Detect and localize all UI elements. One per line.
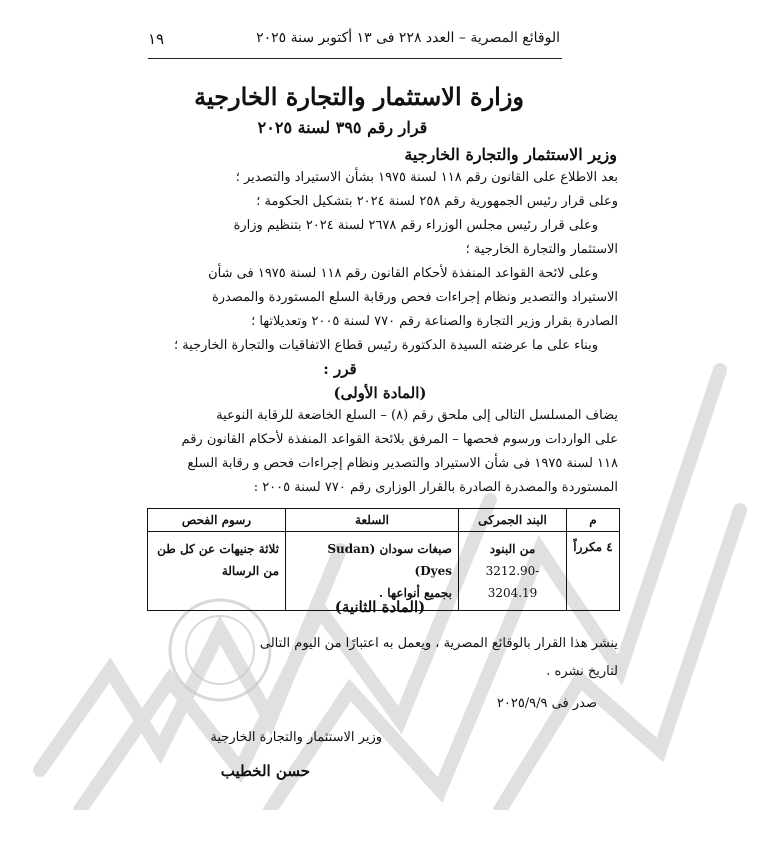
customs-item-range: 3212.90-3204.19 [485, 564, 540, 600]
running-header-title: الوقائع المصرية – العدد ٢٢٨ فى ١٣ أكتوبر سنة ٢٠٢٥ [256, 30, 560, 46]
issued-prefix: صدر فى [551, 696, 597, 711]
header-divider [148, 58, 562, 59]
article-1-title: (المادة الأولى) [333, 384, 427, 402]
fee-line: من الرسالة [221, 564, 279, 578]
ministry-title: وزارة الاستثمار والتجارة الخارجية [194, 82, 524, 111]
preamble-line: وبناء على ما عرضته السيدة الدكتورة رئيس قطاع الاتفاقيات والتجارة الخارجية ؛ [173, 338, 598, 353]
table-header-cell: رسوم الفحص [148, 509, 286, 532]
article-1-line: المستوردة والمصدرة الصادرة بالقرار الوزارى رقم ٧٧٠ لسنة ٢٠٠٥ : [253, 480, 618, 495]
tariff-table [147, 508, 620, 611]
serial-value: ٤ مكرراً [573, 540, 613, 554]
preamble-line: الاستثمار والتجارة الخارجية ؛ [465, 242, 618, 257]
goods-line: بجميع أنواعها . [378, 586, 452, 600]
preamble-line: بعد الاطلاع على القانون رقم ١١٨ لسنة ١٩٧٥ بشأن الاستيراد والتصدير ؛ [235, 170, 618, 185]
article-2-line: لتاريخ نشره . [546, 664, 618, 679]
page-number: ١٩ [148, 30, 165, 48]
signatory-name: حسن الخطيب [220, 762, 310, 780]
fee-cell [148, 532, 286, 611]
preamble-line: وعلى لائحة القواعد المنفذة لأحكام القانون رقم ١١٨ لسنة ١٩٧٥ فى شأن [208, 266, 598, 281]
table-header-cell: البند الجمركى [459, 509, 567, 532]
issued-line [420, 696, 597, 711]
table-header-row [148, 509, 620, 532]
table-header-cell: السلعة [286, 509, 459, 532]
fee-line: ثلاثة جنيهات عن كل طن [157, 542, 279, 556]
customs-item-cell [459, 532, 567, 611]
decree-title: قرار رقم ٣٩٥ لسنة ٢٠٢٥ [257, 118, 428, 137]
preamble-line: وعلى قرار رئيس مجلس الوزراء رقم ٢٦٧٨ لسنة ٢٠٢٤ بتنظيم وزارة [233, 218, 598, 233]
serial-cell [567, 532, 620, 611]
article-2-title: (المادة الثانية) [334, 598, 426, 616]
decided-heading: قرر : [323, 360, 357, 378]
issued-date: ٢٠٢٥/٩/٩ [496, 696, 548, 711]
table-header-cell: م [567, 509, 620, 532]
preamble-line: وعلى قرار رئيس الجمهورية رقم ٢٥٨ لسنة ٢٠٢٤ بتشكيل الحكومة ؛ [256, 194, 618, 209]
preamble-line: الاستيراد والتصدير ونظام إجراءات فحص ورقابة السلع المستوردة والمصدرة [211, 290, 618, 305]
article-2-line: ينشر هذا القرار بالوقائع المصرية ، ويعمل به اعتبارًا من اليوم التالى [259, 636, 618, 651]
goods-line: صبغات سودان (Sudan Dyes) [327, 542, 452, 578]
preamble-line: الصادرة بقرار وزير التجارة والصناعة رقم ٧٧٠ لسنة ٢٠٠٥ وتعديلاتها ؛ [251, 314, 618, 329]
minister-heading: وزير الاستثمار والتجارة الخارجية [404, 145, 617, 164]
article-1-line: ١١٨ لسنة ١٩٧٥ فى شأن الاستيراد والتصدير ونظام إجراءات فحص و رقابة السلع [187, 456, 618, 471]
customs-item-label: من البنود [489, 542, 536, 556]
signatory-title: وزير الاستثمار والتجارة الخارجية [210, 730, 382, 745]
article-1-line: على الواردات ورسوم فحصها – المرفق بلائحة القواعد المنفذة لأحكام القانون رقم [181, 432, 618, 447]
article-1-line: يضاف المسلسل التالى إلى ملحق رقم (٨) – السلع الخاضعة للرقابة النوعية [216, 408, 618, 423]
